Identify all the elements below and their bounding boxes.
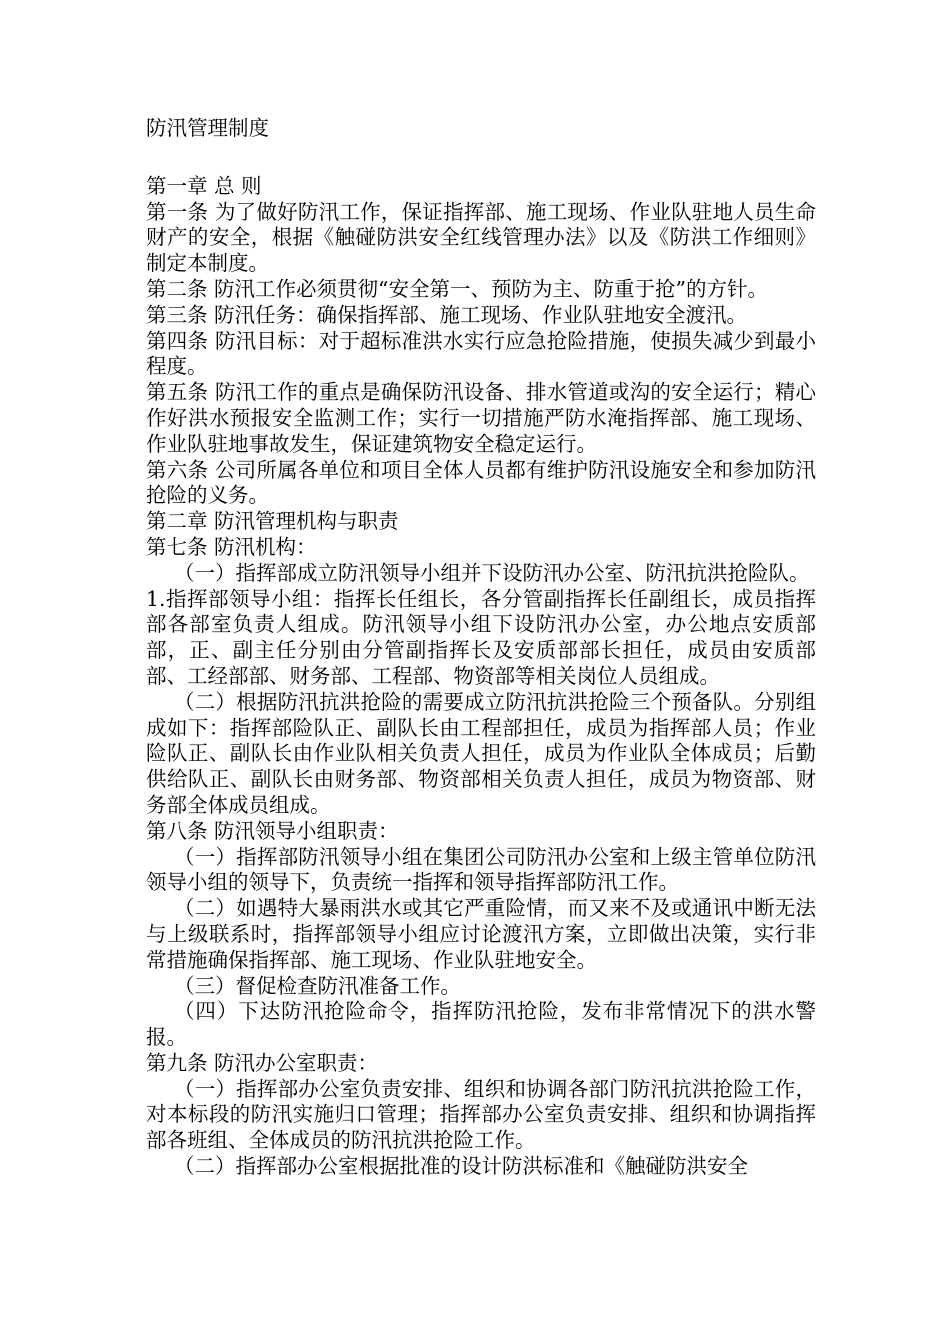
- article-9-item-1: （一）指挥部办公室负责安排、组织和协调各部门防汛抗洪抢险工作，对本标段的防汛实施归口管理；指挥部办公室负责安排、组织和协调指挥部各班组、全体成员的防汛抗洪抢险工作。: [146, 1076, 816, 1153]
- article-9-item-2: （二）指挥部办公室根据批准的设计防洪标准和《触碰防洪安全: [174, 1154, 748, 1179]
- chapter-2-heading: 第二章 防汛管理机构与职责: [146, 509, 399, 534]
- article-7-item-1: （一）指挥部成立防汛领导小组并下设防汛办公室、防汛抗洪抢险队。: [174, 560, 810, 585]
- article-5: 第五条 防汛工作的重点是确保防汛设备、排水管道或沟的安全运行；精心作好洪水预报安全监测工作；实行一切措施严防水淹指挥部、施工现场、作业队驻地事故发生，保证建筑物安全稳定运行。: [146, 380, 816, 456]
- article-8-item-4: （四）下达防汛抢险命令，指挥防汛抢险，发布非常情况下的洪水警报。: [146, 999, 816, 1050]
- document-title: 防汛管理制度: [146, 116, 269, 140]
- article-7: 第七条 防汛机构：: [146, 534, 317, 559]
- article-1: 第一条 为了做好防汛工作，保证指挥部、施工现场、作业队驻地人员生命财产的安全，根据《触碰防洪安全红线管理办法》以及《防洪工作细则》制定本制度。: [146, 199, 816, 276]
- article-2: 第二条 防汛工作必须贯彻“安全第一、预防为主、防重于抢”的方针。: [146, 276, 768, 301]
- article-8-item-1: （一）指挥部防汛领导小组在集团公司防汛办公室和上级主管单位防汛领导小组的领导下，负责统一指挥和领导指挥部防汛工作。: [146, 844, 816, 895]
- chapter-1-heading: 第一章 总 则: [146, 173, 262, 198]
- article-6: 第六条 公司所属各单位和项目全体人员都有维护防汛设施安全和参加防汛抢险的义务。: [146, 457, 816, 508]
- article-8-item-2: （二）如遇特大暴雨洪水或其它严重险情，而又来不及或通讯中断无法与上级联系时，指挥部领导小组应讨论渡汛方案，立即做出决策，实行非常措施确保指挥部、施工现场、作业队驻地安全。: [146, 896, 816, 972]
- article-3: 第三条 防汛任务：确保指挥部、施工现场、作业队驻地安全渡汛。: [146, 302, 748, 327]
- document-page: [146, 116, 816, 1180]
- article-8: 第八条 防汛领导小组职责：: [146, 818, 399, 843]
- article-8-item-3: （三）督促检查防汛准备工作。: [174, 973, 461, 998]
- article-7-item-1-sub-1: 1.指挥部领导小组：指挥长任组长，各分管副指挥长任副组长，成员指挥部各部室负责人组成。防汛领导小组下设防汛办公室，办公地点安质部部，正、副主任分别由分管副指挥长及安质部部长担任，成员由安质部部、工经部部、财务部、工程部、物资部等相关岗位人员组成。: [146, 586, 816, 688]
- article-7-item-2: （二）根据防汛抗洪抢险的需要成立防汛抗洪抢险三个预备队。分别组成如下：指挥部险队正、副队长由工程部担任，成员为指挥部人员；作业险队正、副队长由作业队相关负责人担任，成员为作业队全体成员；后勤供给队正、副队长由财务部、物资部相关负责人担任，成员为物资部、财务部全体成员组成。: [146, 689, 816, 817]
- article-9: 第九条 防汛办公室职责：: [146, 1050, 379, 1075]
- title-spacer: [146, 142, 816, 174]
- article-4: 第四条 防汛目标：对于超标准洪水实行应急抢险措施，使损失减少到最小程度。: [146, 328, 816, 379]
